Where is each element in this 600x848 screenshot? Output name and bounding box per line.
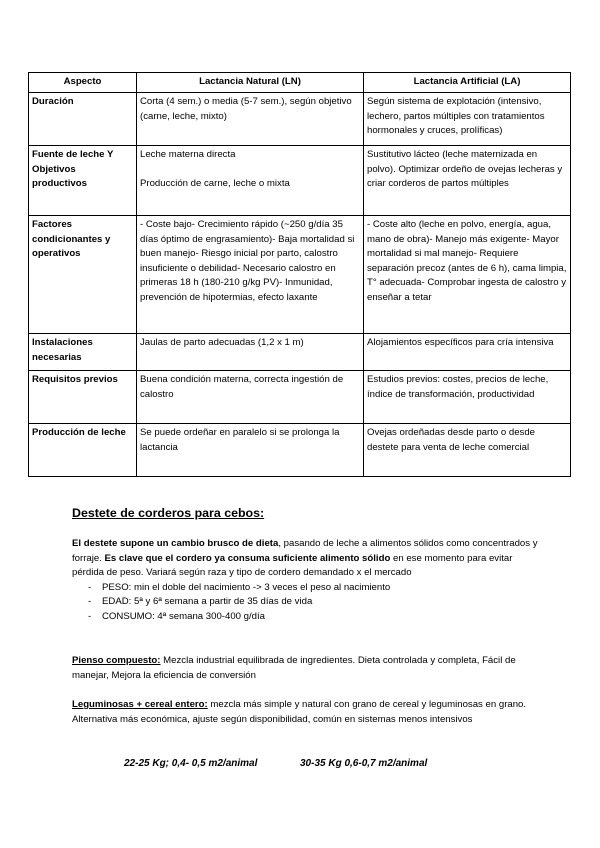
row-artificial: Estudios previos: costes, precios de leche, índice de transformación, productividad	[364, 371, 571, 424]
table-row	[29, 93, 571, 146]
list-item: - PESO: min el doble del nacimiento -> 3 veces el peso al nacimiento	[90, 581, 542, 596]
row-natural	[137, 146, 364, 216]
leguminosas-section	[72, 698, 542, 727]
header-lactancia-natural: Lactancia Natural (LN)	[137, 73, 364, 93]
row-aspect: Producción de leche	[29, 424, 137, 477]
row-aspect: Duración	[29, 93, 137, 146]
footer-weight-left: 22-25 Kg; 0,4- 0,5 m2/animal	[124, 758, 258, 769]
destete-section	[72, 537, 542, 625]
row-natural-line1: Leche materna directa	[140, 149, 236, 160]
pienso-label: Pienso compuesto:	[72, 655, 161, 666]
row-natural: Se puede ordeñar en paralelo si se prolonga la lactancia	[137, 424, 364, 477]
comparison-table	[28, 72, 571, 477]
pienso-text: Mezcla industrial equilibrada de ingredientes. Dieta controlada y completa, Fácil de manejar, Mejora la eficiencia de conversión	[72, 655, 516, 681]
row-natural-line2: Producción de carne, leche o mixta	[140, 177, 290, 189]
leguminosas-text: mezcla más simple y natural con grano de cereal y leguminosas en grano. Alternativa más económica, ajuste según disponibilidad, común en sistemas menos intensivos	[72, 699, 527, 725]
destete-text-1: , pasando de leche a alimentos sólidos como concentrados y forraje.	[72, 538, 538, 564]
table-header-row	[29, 73, 571, 93]
row-artificial: Alojamientos específicos para cría intensiva	[364, 334, 571, 371]
table-row	[29, 216, 571, 334]
row-natural: Buena condición materna, correcta ingestión de calostro	[137, 371, 364, 424]
row-aspect: Requisitos previos	[29, 371, 137, 424]
row-artificial: - Coste alto (leche en polvo, energía, agua, mano de obra)- Manejo más exigente- Mayor mortalidad si mal manejo- Requiere separación precoz (antes de 6 h), cama limpia, T° adecuada- Comprobar ingesta de calostro y enseñar a tetar	[364, 216, 571, 334]
header-lactancia-artificial: Lactancia Artificial (LA)	[364, 73, 571, 93]
header-aspecto: Aspecto	[29, 73, 137, 93]
list-item: - CONSUMO: 4ª semana 300-400 g/día	[90, 610, 542, 625]
row-natural: Jaulas de parto adecuadas (1,2 x 1 m)	[137, 334, 364, 371]
row-natural: - Coste bajo- Crecimiento rápido (~250 g/día 35 días óptimo de engrasamiento)- Baja mortalidad si buen manejo- Riesgo inicial por parto, calostro insuficiente o debilidad- Necesario calostro en primeras 18 h (180-210 g/kg PV)- Inmunidad, prevención de hipotermias, efecto laxante	[137, 216, 364, 334]
row-artificial: Ovejas ordeñadas desde parto o desde destete para venta de leche comercial	[364, 424, 571, 477]
row-aspect: Fuente de leche Y Objetivos productivos	[29, 146, 137, 216]
destete-text-2: en ese momento para evitar pérdida de peso. Variará según raza y tipo de cordero demandado x el mercado	[72, 552, 513, 579]
row-artificial: Sustitutivo lácteo (leche maternizada en polvo). Optimizar ordeño de ovejas lecheras y criar corderos de partos múltiples	[364, 146, 571, 216]
destete-criteria-list	[72, 581, 542, 625]
destete-bold-1: El destete supone un cambio brusco de dieta	[72, 538, 279, 549]
footer-weight-right: 30-35 Kg 0,6-0,7 m2/animal	[300, 758, 428, 769]
row-artificial: Según sistema de explotación (intensivo, lechero, partos múltiples con tratamientos hormonales y cruces, prolíficas)	[364, 93, 571, 146]
row-natural: Corta (4 sem.) o media (5-7 sem.), según objetivo (carne, leche, mixto)	[137, 93, 364, 146]
list-item: - EDAD: 5ª y 6ª semana a partir de 35 días de vida	[90, 595, 542, 610]
destete-heading: Destete de corderos para cebos:	[72, 506, 265, 520]
table-row	[29, 146, 571, 216]
destete-paragraph	[72, 537, 542, 581]
row-aspect: Instalaciones necesarias	[29, 334, 137, 371]
table-row	[29, 424, 571, 477]
pienso-section	[72, 654, 542, 683]
destete-bold-2: Es clave que el cordero ya consuma suficiente alimento sólido	[104, 552, 391, 564]
table-row	[29, 371, 571, 424]
row-aspect: Factores condicionantes y operativos	[29, 216, 137, 334]
leguminosas-label: Leguminosas + cereal entero:	[72, 699, 208, 710]
table-row	[29, 334, 571, 371]
